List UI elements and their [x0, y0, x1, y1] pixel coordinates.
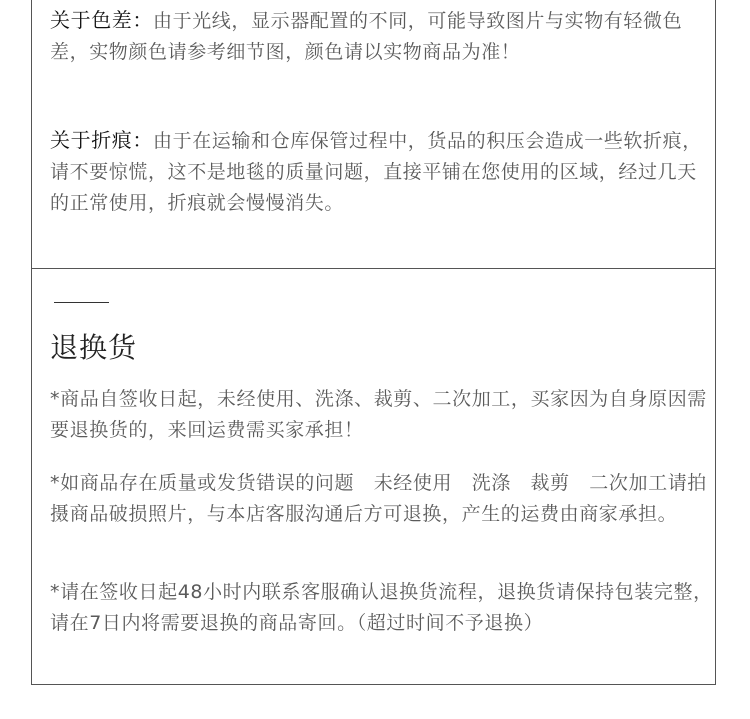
color-difference-note	[50, 5, 716, 68]
returns-item-3: *请在签收日起48小时内联系客服确认退换货流程，退换货请保持包装完整，请在7日内将需要退换的商品寄回。（超过时间不予退换）	[50, 581, 713, 634]
crease-label: 关于折痕：	[50, 128, 153, 152]
heading-divider	[54, 302, 109, 303]
returns-item-2: *如商品存在质量或发货错误的问题 未经使用 洗涤 裁剪 二次加工请拍摄商品破损照片，与本店客服沟通后方可退换，产生的运费由商家承担。	[50, 472, 707, 525]
color-difference-text: 由于光线，显示器配置的不同，可能导致图片与实物有轻微色差，实物颜色请参考细节图，颜色请以实物商品为准！	[50, 10, 683, 63]
crease-text: 由于在运输和仓库保管过程中，货品的积压会造成一些软折痕，请不要惊慌，这不是地毯的质量问题，直接平铺在您使用的区域，经过几天的正常使用，折痕就会慢慢消失。	[50, 130, 702, 214]
color-difference-label: 关于色差：	[50, 8, 153, 32]
returns-item-1: *商品自签收日起，未经使用、洗涤、裁剪、二次加工，买家因为自身原因需要退换货的，来回运费需买家承担！	[50, 388, 707, 441]
returns-heading: 退换货	[50, 331, 138, 364]
crease-note	[50, 125, 716, 219]
